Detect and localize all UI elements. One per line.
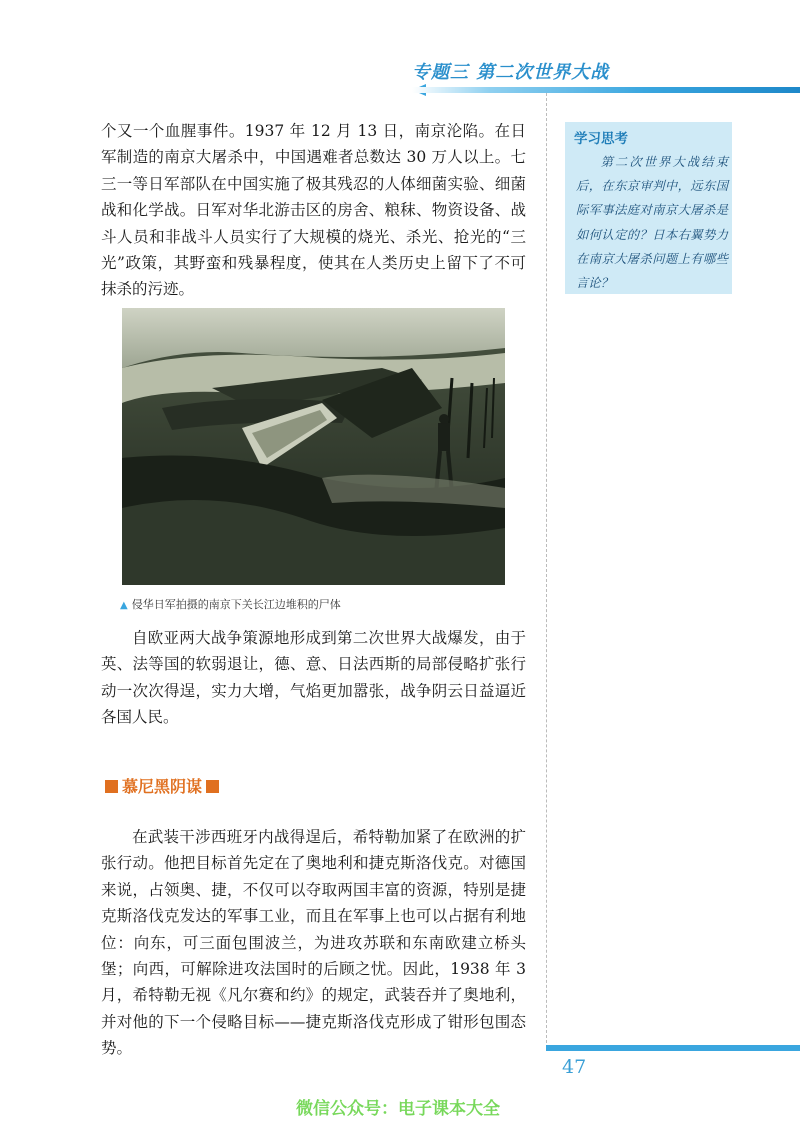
body-paragraph-1: 个又一个血腥事件。1937 年 12 月 13 日，南京沦陷。在日军制造的南京大屠杀中，中国遇难者总数达 30 万人以上。七三一等日军部队在中国实施了极其残忍的人体细菌实验、细菌战和化学战。日军对华北游击区的房舍、粮秣、物资设备、战斗人员和非战斗人员实行了大规模的烧光、杀光、抢光的“三光”政策，其野蛮和残暴程度，使其在人类历史上留下了不可抹杀的污迹。 (101, 122, 526, 299)
heading-square-right-icon (206, 780, 219, 793)
chapter-header-title: 专题三 第二次世界大战 (412, 62, 610, 83)
study-box-text: 第二次世界大战结束后，在东京审判中，远东国际军事法庭对南京大屠杀是如何认定的？日本右翼势力在南京大屠杀问题上有哪些言论？ (576, 155, 728, 291)
photo-illustration (122, 308, 505, 585)
caption-triangle-icon: ▲ (120, 600, 128, 611)
study-thinking-box (565, 122, 732, 294)
page-number: 47 (562, 1056, 587, 1078)
study-box-title: 学习思考 (574, 131, 628, 147)
body-paragraph-3: 在武装干涉西班牙内战得逞后，希特勒加紧了在欧洲的扩张行动。他把目标首先定在了奥地利和捷克斯洛伐克。对德国来说，占领奥、捷，不仅可以夺取两国丰富的资源，特别是捷克斯洛伐克发达的军事工业，而且在军事上也可以占据有利地位：向东，可三面包围波兰，为进攻苏联和东南欧建立桥头堡；向西，可解除进攻法国时的后顾之忧。因此，1938 年 3 月，希特勒无视《凡尔赛和约》的规定，武装吞并了奥地利，并对他的下一个侵略目标——捷克斯洛伐克形成了钳形包围态势。 (101, 828, 526, 1058)
photo-caption (120, 596, 520, 614)
caption-text: 侵华日军拍摄的南京下关长江边堆积的尸体 (131, 598, 341, 611)
heading-square-left-icon (105, 780, 118, 793)
section-heading (101, 774, 223, 798)
margin-divider (546, 93, 547, 1043)
header-bar (412, 87, 800, 93)
section-heading-text: 慕尼黑阴谋 (122, 777, 203, 796)
body-paragraph-2: 自欧亚两大战争策源地形成到第二次世界大战爆发，由于英、法等国的软弱退让，德、意、日法西斯的局部侵略扩张行动一次次得逞，实力大增，气焰更加嚣张，战争阴云日益逼近各国人民。 (101, 629, 526, 727)
historical-photo (122, 308, 505, 585)
watermark-text: 微信公众号：电子课本大全 (296, 1099, 500, 1119)
footer-bar (546, 1045, 800, 1051)
